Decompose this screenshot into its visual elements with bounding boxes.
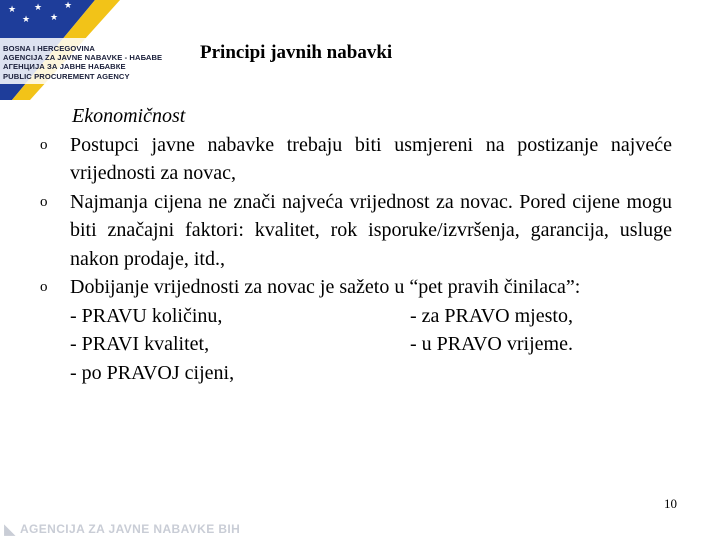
svg-text:★: ★ [8,4,17,14]
slide-title: Principi javnih nabavki [200,42,393,63]
bullet-text: Najmanja cijena ne znači najveća vrijednost za novac. Pored cijene mogu biti značajni faktori: kvalitet, rok isporuke/izvršenja, garancija, usluge nakon prodaje, itd., [70,190,672,270]
svg-text:★: ★ [22,14,31,24]
agency-line-2: AGENCIJA ZA JAVNE NABAVKE - НАБАВЕ [3,53,163,63]
right-item: - po PRAVOJ cijeni, [70,361,235,384]
bullet-circle-icon: o [40,193,48,210]
bullet-item [40,131,672,188]
bullet-item [40,188,672,274]
right-item: - za PRAVO mjesto, [410,304,573,327]
agency-line-4: PUBLIC PROCUREMENT AGENCY [3,71,130,81]
svg-text:★: ★ [34,2,43,12]
svg-text:★: ★ [64,0,73,10]
bullet-circle-icon: o [40,136,48,153]
right-item: - u PRAVO vrijeme. [410,333,573,355]
agency-line-1: BOSNA I HERCEGOVINA [3,44,95,53]
footer-logo-icon: ◣ [4,521,16,538]
bullet-circle-icon: o [40,279,48,295]
right-item: - PRAVI kvalitet, [70,333,210,355]
bullet-text: Postupci javne nabavke trebaju biti usmjereni na postizanje najveće vrijednosti za novac, [70,133,672,184]
footer-text: AGENCIJA ZA JAVNE NABAVKE BIH [19,522,241,536]
agency-logo [0,0,200,100]
section-heading: Ekonomičnost [72,105,186,127]
five-rights-list [40,302,672,388]
agency-line-3: АГЕНЦИЈА ЗА ЈАВНЕ НАБАВКЕ [3,62,126,72]
page-number: 10 [664,496,677,511]
slide-content [40,102,672,387]
right-item: - PRAVU količinu, [70,304,223,327]
svg-text:★: ★ [50,12,59,22]
bullet-item [40,273,672,302]
bullet-text: Dobijanje vrijednosti za novac je sažeto u “pet pravih činilaca”: [70,276,581,298]
footer-watermark [4,520,240,538]
